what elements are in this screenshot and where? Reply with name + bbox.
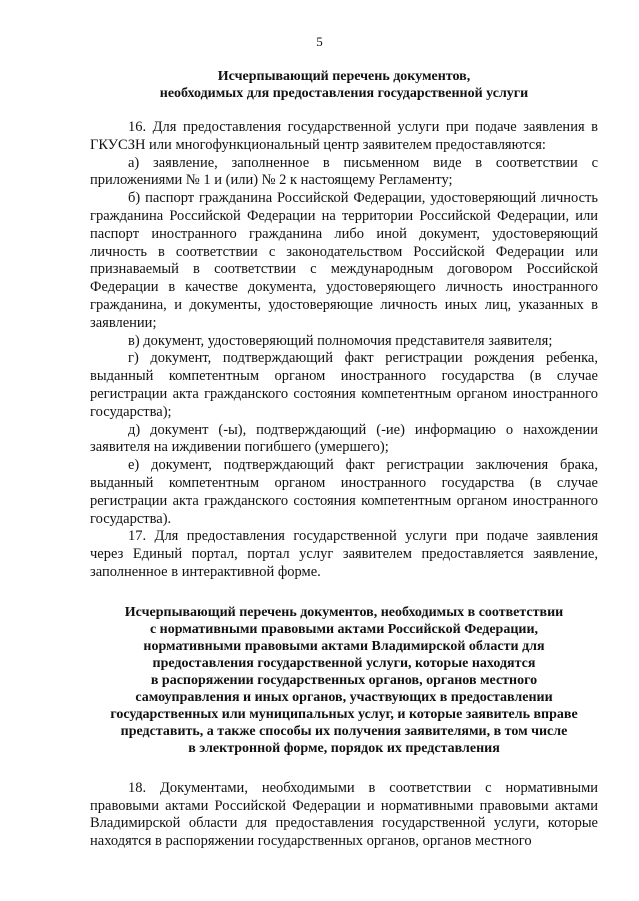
document-body — [90, 68, 598, 851]
section-body-2 — [90, 780, 598, 851]
section-heading-exhaustive-list — [90, 68, 598, 102]
paragraph-18: 18. Документами, необходимыми в соответствии с нормативными правовыми актами Российской Федерации и нормативными правовыми актами Владимирской области для предоставления государственной услуги, которые находятся в распоряжении государственных органов, органов местного — [90, 779, 598, 850]
page-number: 5 — [316, 34, 323, 49]
heading-line: в распоряжении государственных органов, органов местного — [150, 672, 538, 688]
heading-line: Исчерпывающий перечень документов, — [217, 69, 471, 84]
section-body-1 — [90, 119, 598, 582]
heading-line: предоставления государственной услуги, которые находятся — [152, 655, 536, 671]
list-item-d: д) документ (-ы), подтверждающий (-ие) информацию о нахождении заявителя на иждивении погибшего (умершего); — [90, 421, 598, 456]
heading-line: с нормативными правовыми актами Российской Федерации, — [149, 621, 539, 637]
heading-line: нормативными правовыми актами Владимирской области для — [143, 638, 545, 654]
list-item-b: б) паспорт гражданина Российской Федерации, удостоверяющий личность гражданина Российской Федерации на территории Российской Федерации, или паспорт иностранного гражданина либо иной документ, удостоверяющий личность в соответствии с законодательством Российской Федерации или признаваемый в соответствии с международным договором Российской Федерации в качестве документа, удостоверяющего личность иностранного гражданина, и документы, удостоверяющие личность иных лиц, указанных в заявлении; — [90, 190, 598, 331]
heading-line: государственных или муниципальных услуг, и которые заявитель вправе — [110, 706, 578, 722]
heading-line: Исчерпывающий перечень документов, необходимых в соответствии — [124, 604, 564, 620]
list-item-v: в) документ, удостоверяющий полномочия представителя заявителя; — [128, 332, 553, 349]
list-item-e: е) документ, подтверждающий факт регистрации заключения брака, выданный компетентным органом иностранного государства (в случае регистрации акта гражданского состояния компетентным органом иностранного государства). — [90, 457, 598, 527]
heading-line: необходимых для предоставления государственной услуги — [159, 86, 529, 101]
section-heading-documents-in-possession — [90, 604, 598, 757]
heading-line: самоуправления и иных органов, участвующих в предоставлении — [135, 689, 553, 705]
paragraph-17: 17. Для предоставления государственной услуги при подаче заявления через Единый портал, портал услуг заявителем предоставляется заявление, заполненное в интерактивной форме. — [90, 528, 598, 580]
paragraph-16: 16. Для предоставления государственной услуги при подаче заявления в ГКУСЗН или многофункциональный центр заявителем предоставляются: — [90, 119, 598, 153]
list-item-g: г) документ, подтверждающий факт регистрации рождения ребенка, выданный компетентным органом иностранного государства (в случае регистрации акта гражданского состояния компетентным органом иностранного государства); — [90, 350, 598, 420]
heading-line: представить, а также способы их получения заявителями, в том числе — [120, 723, 568, 739]
list-item-a: а) заявление, заполненное в письменном виде в соответствии с приложениями № 1 и (или) № 2 к настоящему Регламенту; — [90, 154, 598, 189]
heading-line: в электронной форме, порядок их представления — [188, 740, 500, 756]
